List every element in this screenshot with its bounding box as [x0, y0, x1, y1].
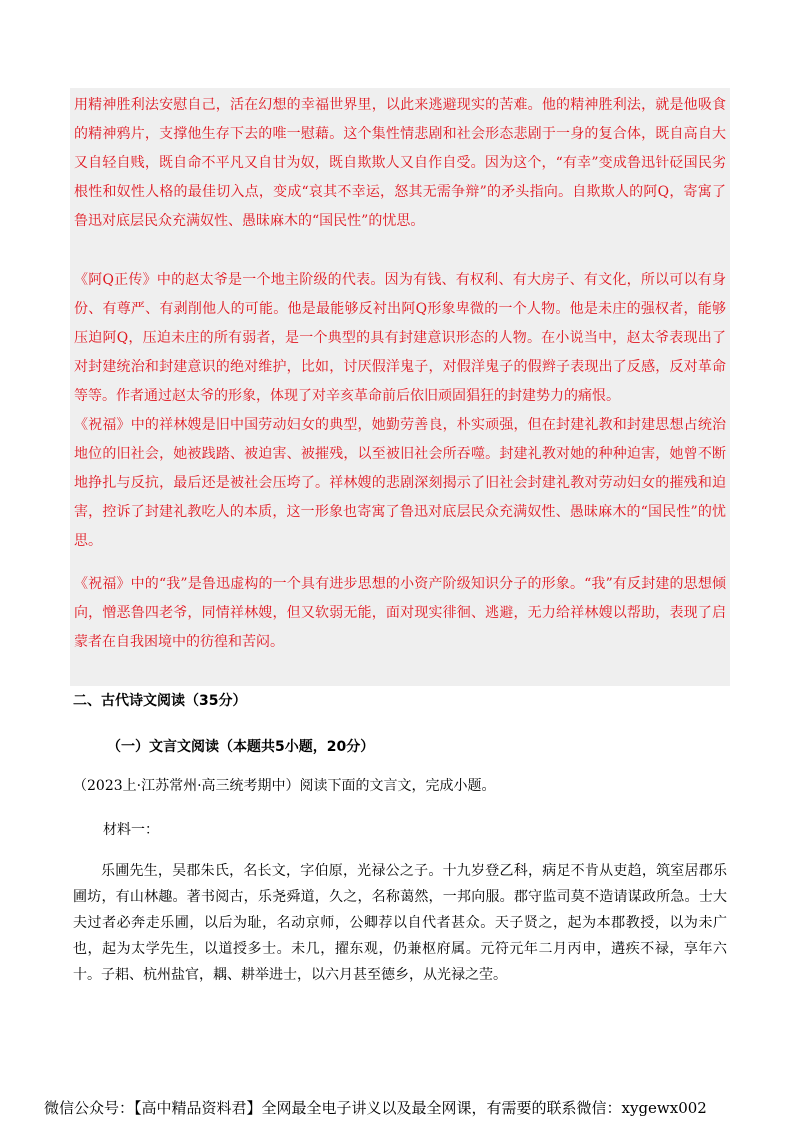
- footer-watermark-text: 微信公众号：【高中精品资料君】全网最全电子讲义以及最全网课，有需要的联系微信：xygewx002: [44, 1099, 707, 1117]
- answer-paragraph-zhao-taiye: 《阿Q正传》中的赵太爷是一个地主阶级的代表。因为有钱、有权利、有大房子、有文化，所以可以有身份、有尊严、有剥削他人的可能。他是最能够反衬出阿Q形象卑微的一个人物。他是未庄的强权者，能够压迫阿Q，压迫未庄的所有弱者，是一个典型的具有封建意识形态的人物。在小说当中，赵太爷表现出了对封建统治和封建意识的绝对维护，比如，讨厌假洋鬼子，对假洋鬼子的假辫子表现出了反感，反对革命等等。作者通过赵太爷的形象，体现了对辛亥革命前后依旧顽固猖狂的封建势力的痛恨。: [74, 272, 726, 404]
- answer-paragraph-xianglin-sao: 《祝福》中的祥林嫂是旧中国劳动妇女的典型，她勤劳善良，朴实顽强，但在封建礼教和封建思想占统治地位的旧社会，她被践踏、被迫害、被摧残，以至被旧社会所吞噬。封建礼教对她的种种迫害，她曾不断地挣扎与反抗，最后还是被社会压垮了。祥林嫂的悲剧深刻揭示了旧社会封建礼教对劳动妇女的摧残和迫害，控诉了封建礼教吃人的本质，这一形象也寄寓了鲁迅对底层民众充满奴性、愚昧麻木的“国民性”的忧思。: [74, 417, 726, 549]
- section-heading-classical-reading: 二、古代诗文阅读（35分）: [73, 693, 247, 709]
- material-label: 材料一：: [103, 822, 159, 838]
- answer-paragraph-narrator-wo: 《祝福》中的“我”是鲁迅虚构的一个具有进步思想的小资产阶级知识分子的形象。“我”有反封建的思想倾向，憎恶鲁四老爷，同情祥林嫂，但又软弱无能，面对现实徘徊、逃避，无力给祥林嫂以帮助，表现了启蒙者在自我困境中的彷徨和苦闷。: [74, 576, 726, 650]
- answer-paragraph-ah-q-spirit: 用精神胜利法安慰自己，活在幻想的幸福世界里，以此来逃避现实的苦难。他的精神胜利法，就是他吸食的精神鸦片，支撑他生存下去的唯一慰藉。这个集性情悲剧和社会形态悲剧于一身的复合体，既自高自大又自轻自贱，既自命不平凡又自甘为奴，既自欺欺人又自作自受。因为这个，“有幸”变成鲁迅针砭国民劣根性和奴性人格的最佳切入点，变成“哀其不幸运，怒其无需争辩”的矛头指向。自欺欺人的阿Q，寄寓了鲁迅对底层民众充满奴性、愚昧麻木的“国民性”的忧思。: [74, 97, 726, 229]
- question-source-line: （2023上·江苏常州·高三统考期中）阅读下面的文言文，完成小题。: [73, 778, 496, 794]
- subsection-heading-wenyan: （一）文言文阅读（本题共5小题，20分）: [107, 739, 375, 755]
- classical-chinese-passage: 乐圃先生，吴郡朱氏，名长文，字伯原，光禄公之子。十九岁登乙科，病足不肯从吏趋，筑室居郡乐圃坊，有山林趣。著书阅古，乐尧舜道，久之，名称蔼然，一邦向服。郡守监司莫不造请谋政所急。士大夫过者必奔走乐圃，以后为耻，名动京师，公卿荐以自代者甚众。天子贤之，起为本郡教授，以为未广也，起为太学先生，以道授多士。未几，擢东观，仍兼枢府属。元符元年二月丙申，遘疾不禄，享年六十。子耜、杭州盐官，耦、耕举进士，以六月甚至德乡，从光禄之茔。: [73, 863, 727, 983]
